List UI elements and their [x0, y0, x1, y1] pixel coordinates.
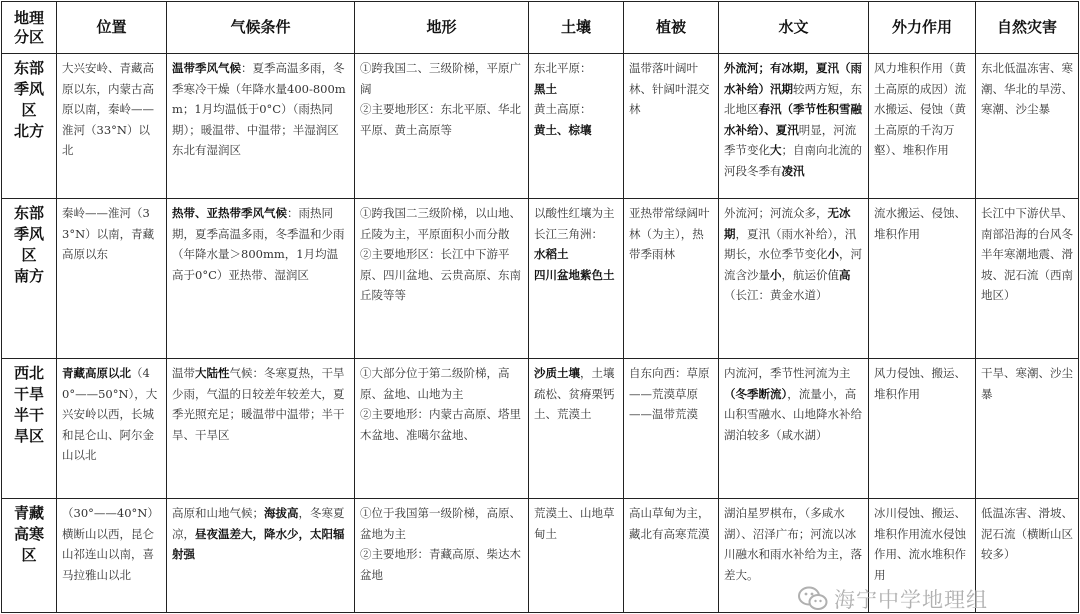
climate-text: 高原和山地气候；	[172, 506, 264, 520]
hazard-text: 干旱、寒潮、沙尘暴	[981, 366, 1073, 401]
watermark-text: 海宁中学地理组	[834, 588, 988, 612]
header-vegetation: 植被	[624, 2, 719, 54]
vegetation-text: 亚热带常绿阔叶林（为主），热带季雨林	[629, 206, 710, 261]
soil-text: 四川盆地紫色土	[534, 267, 615, 282]
climate-text: 温带	[172, 366, 195, 380]
region-label: 季风	[13, 225, 44, 243]
climate-cell	[167, 199, 355, 359]
erosion-text: 风力堆积作用（黄土高原的成因）流水搬运、侵蚀（黄土高原的千沟万壑）、堆积作用	[874, 61, 966, 157]
hydrology-text: （冬季断流）	[724, 386, 788, 401]
region-label: 区	[21, 246, 37, 264]
soil-cell	[529, 199, 624, 359]
terrain-text: ①跨我国二、三级阶梯，平原广阔	[360, 61, 521, 96]
hydrology-text: 无冰期	[724, 206, 851, 241]
region-label: 高寒	[13, 525, 44, 543]
geography-table	[1, 1, 1079, 613]
climate-cell	[167, 54, 355, 199]
position-text: 秦岭——淮河（33°N）以南，青藏高原以东	[62, 206, 155, 261]
hydrology-text: 湖泊星罗棋布，（多咸水湖）、沼泽广布；河流以冰川融水和雨水补给为主，落差大。	[724, 506, 862, 582]
hazard-cell	[976, 199, 1079, 359]
hydrology-text: 内流河，季节性河流为主	[724, 366, 851, 380]
climate-text: 大陆性	[195, 366, 230, 380]
climate-text: 海拔高	[264, 506, 299, 520]
region-label: 西北	[13, 364, 44, 382]
region-label: 干旱	[13, 385, 44, 403]
climate-text: 昼夜温差大，降水少，太阳辐射强	[172, 526, 345, 561]
hydrology-text: 凌汛	[781, 163, 805, 178]
header-row	[2, 2, 1079, 54]
climate-cell	[167, 499, 355, 613]
soil-cell	[529, 499, 624, 613]
position-text: （40°——50°N），大兴安岭以西，长城和昆仑山、阿尔金山以北	[62, 366, 158, 462]
hydrology-text: ；自南向北流的河段冬季有	[724, 143, 862, 178]
vegetation-cell	[624, 54, 719, 199]
hydrology-cell	[719, 359, 869, 499]
header-soil: 土壤	[529, 2, 624, 54]
erosion-text: 流水搬运、侵蚀、堆积作用	[874, 206, 966, 241]
header-erosion: 外力作用	[869, 2, 976, 54]
region-cell	[2, 54, 57, 199]
erosion-cell	[869, 199, 976, 359]
hydrology-text: 小	[770, 267, 782, 282]
terrain-cell	[355, 499, 529, 613]
erosion-cell	[869, 359, 976, 499]
vegetation-text: 高山草甸为主，藏北有高寒荒漠	[629, 506, 710, 541]
soil-text: 黄土、棕壤	[534, 122, 592, 137]
region-label-bold: 南方	[13, 267, 44, 285]
region-label-bold: 北方	[13, 122, 44, 140]
climate-text: 热带、亚热带季风气候	[172, 206, 287, 220]
hydrology-text: 高	[839, 267, 851, 282]
hydrology-text: 明显，河流季节变化	[724, 122, 857, 157]
position-text: 大兴安岭、青藏高原以东，内蒙古高原以南，秦岭——淮河（33°N）以北	[62, 61, 154, 157]
table-body	[2, 54, 1079, 613]
climate-cell	[167, 359, 355, 499]
vegetation-text: 温带落叶阔叶林、针阔叶混交林	[629, 61, 710, 116]
position-cell	[57, 359, 167, 499]
erosion-text: 冰川侵蚀、搬运、堆积作用流水侵蚀作用、流水堆积作用	[874, 506, 966, 582]
soil-cell	[529, 54, 624, 199]
vegetation-cell	[624, 359, 719, 499]
hydrology-text: 外流河；有冰期，夏汛（雨水补给）汛期	[724, 61, 862, 96]
terrain-text: ②主要地形：内蒙古高原、塔里木盆地、准噶尔盆地、	[360, 407, 521, 442]
soil-text: 黑土	[534, 81, 557, 96]
hazard-cell	[976, 499, 1079, 613]
soil-text: 沙质土壤	[534, 366, 580, 380]
hazard-cell	[976, 359, 1079, 499]
region-label: 区	[21, 101, 37, 119]
hydrology-text: （长江：黄金水道）	[724, 288, 828, 302]
climate-text: ：雨热同期，夏季高温多雨，冬季温和少雨（年降水量＞800mm，1月均温高于0°C）亚热带、湿润区	[172, 206, 345, 282]
terrain-cell	[355, 199, 529, 359]
vegetation-cell	[624, 499, 719, 613]
header-terrain: 地形	[355, 2, 529, 54]
region-cell	[2, 499, 57, 613]
hydrology-cell	[719, 54, 869, 199]
position-text: （30°——40°N）横断山以西，昆仑山祁连山以南，喜马拉雅山以北	[62, 506, 159, 582]
soil-text: 长江三角洲：	[534, 226, 603, 241]
terrain-text: ②主要地形：青藏高原、柴达木盆地	[360, 547, 521, 582]
header-region: 地理 分区	[2, 2, 57, 54]
hazard-text: 东北低温冻害、寒潮、华北的旱涝、寒潮、沙尘暴	[981, 61, 1073, 116]
position-text: 青藏高原以北	[62, 366, 131, 380]
climate-text: ，冬寒夏凉，	[172, 506, 345, 541]
vegetation-text: 自东向西：草原——荒漠草原——温带荒漠	[629, 366, 710, 421]
hydrology-text: 春汛（季节性积雪融水补给）、夏汛	[724, 102, 862, 137]
hazard-cell	[976, 54, 1079, 199]
position-cell	[57, 54, 167, 199]
hazard-text: 长江中下游伏旱、南部沿海的台风冬半年寒潮地震、滑坡、泥石流（西南地区）	[981, 206, 1073, 302]
soil-text: 黄土高原：	[534, 102, 592, 116]
hydrology-text: 湖泊较多（咸水湖）	[724, 427, 828, 442]
header-climate: 气候条件	[167, 2, 355, 54]
terrain-text: ①位于我国第一级阶梯，高原、盆地为主	[360, 506, 521, 541]
soil-text: 荒漠土、山地草甸土	[534, 506, 615, 541]
hydrology-cell	[719, 199, 869, 359]
region-label: 区	[21, 546, 37, 564]
hydrology-text: 小	[827, 247, 839, 261]
position-cell	[57, 199, 167, 359]
soil-cell	[529, 359, 624, 499]
header-hazard: 自然灾害	[976, 2, 1079, 54]
terrain-text: ②主要地形区：东北平原、华北平原、黄土高原等	[360, 102, 521, 137]
terrain-cell	[355, 54, 529, 199]
terrain-cell	[355, 359, 529, 499]
table-row	[2, 54, 1079, 199]
soil-text: ，土壤疏松、贫瘠栗钙土、荒漠土	[534, 366, 615, 421]
region-label: 青藏	[13, 504, 44, 522]
region-label: 季风	[13, 80, 44, 98]
wechat-icon	[798, 586, 828, 612]
table-row	[2, 199, 1079, 359]
hydrology-text: ，夏汛（雨水补给），汛期长，水位季节变化	[724, 226, 857, 261]
region-label: 东部	[13, 59, 44, 77]
erosion-text: 风力侵蚀、搬运、堆积作用	[874, 366, 966, 401]
region-label: 半干	[13, 406, 44, 424]
hydrology-text: 较两方短，东北地区	[724, 81, 862, 116]
erosion-cell	[869, 54, 976, 199]
hydrology-text: ，流量小，高山积雪融水、山地降水补给	[724, 386, 862, 421]
soil-text: 以酸性红壤为主	[534, 206, 615, 220]
table-row	[2, 359, 1079, 499]
watermark	[798, 584, 988, 614]
hydrology-text: ，河流含沙量	[724, 247, 862, 282]
terrain-text: ①跨我国二三级阶梯，以山地、丘陵为主，平原面积小而分散	[360, 206, 521, 241]
region-cell	[2, 359, 57, 499]
header-hydrology: 水文	[719, 2, 869, 54]
header-position: 位置	[57, 2, 167, 54]
hazard-text: 低温冻害、滑坡、泥石流（横断山区较多）	[981, 506, 1073, 561]
hydrology-text: 大	[770, 143, 782, 157]
climate-text: 气候：冬寒夏热，干旱少雨，气温的日较差年较差大，夏季光照充足；暖温带中温带；半干旱、干旱区	[172, 366, 345, 442]
position-cell	[57, 499, 167, 613]
vegetation-cell	[624, 199, 719, 359]
hydrology-text: ，航运价值	[781, 267, 839, 282]
climate-text: ：夏季高温多雨，冬季寒冷干燥（年降水量400-800mm；1月均温低于0°C）（雨热同期）；暖温带、中温带；半湿润区东北有湿润区	[172, 61, 346, 157]
region-label: 旱区	[13, 427, 44, 445]
terrain-text: ②主要地形区：长江中下游平原、四川盆地、云贵高原、东南丘陵等等	[360, 247, 521, 302]
soil-text: 水稻土	[534, 247, 569, 261]
terrain-text: ①大部分位于第二级阶梯，高原、盆地、山地为主	[360, 366, 510, 401]
region-cell	[2, 199, 57, 359]
climate-text: 温带季风气候	[172, 61, 241, 75]
hydrology-text: 外流河；河流众多，	[724, 206, 828, 220]
region-label: 东部	[13, 204, 44, 222]
soil-text: 东北平原：	[534, 61, 592, 75]
